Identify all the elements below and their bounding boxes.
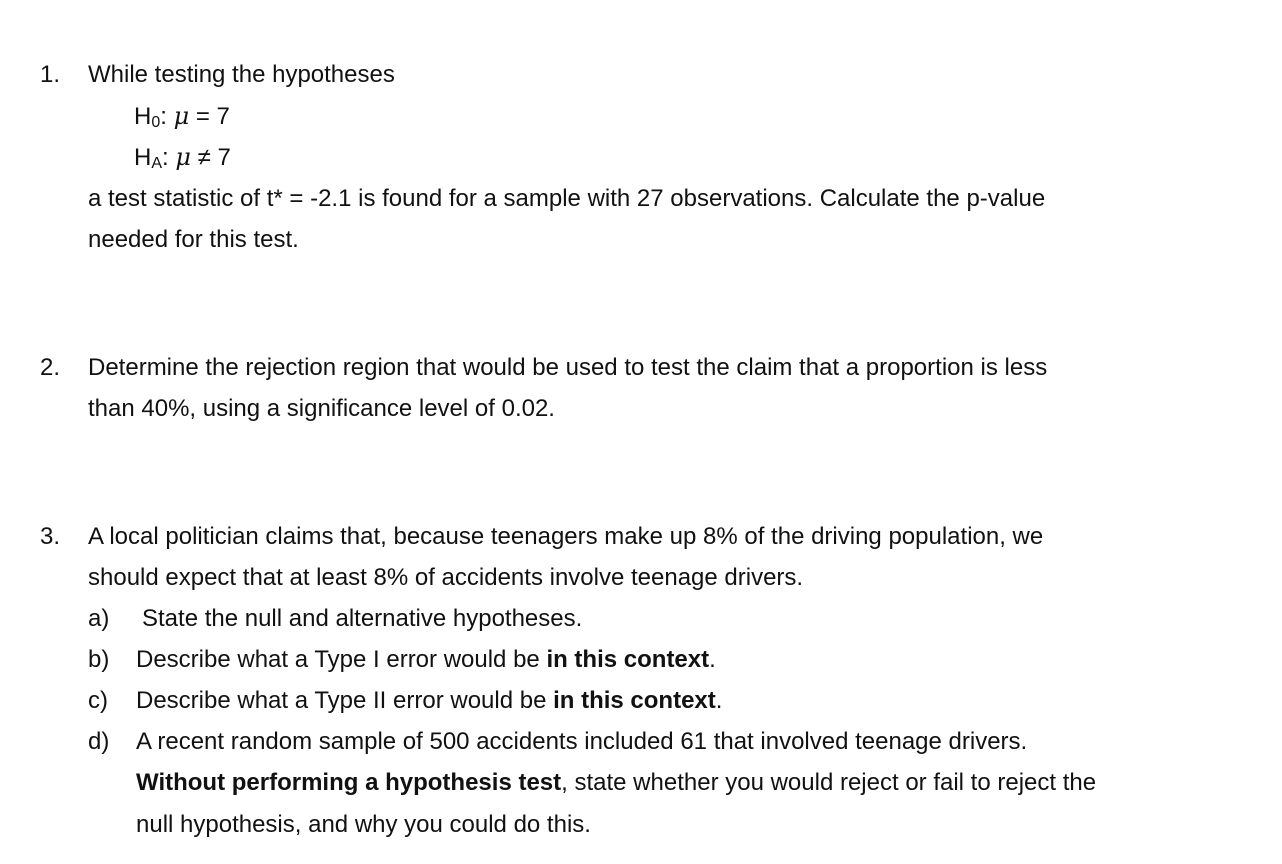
part-b-plain: Describe what a Type I error would be [136, 646, 547, 673]
null-hypothesis-value: = 7 [195, 103, 230, 130]
part-d-emphasis: Without performing a hypothesis test [136, 769, 562, 796]
question-1-intro: While testing the hypotheses [88, 61, 395, 88]
alternative-hypothesis-mu: μ [175, 143, 191, 171]
null-hypothesis-label: H [134, 103, 152, 130]
part-d-line-3: null hypothesis, and why you could do this. [136, 811, 591, 838]
null-hypothesis [134, 104, 230, 131]
part-c-emphasis: in this context [553, 687, 716, 714]
part-b-letter: b) [88, 646, 110, 673]
part-d-line-2-rest: , state whether you would reject or fail to reject the [561, 769, 1097, 796]
part-c-plain: Describe what a Type II error would be [136, 687, 554, 714]
question-3-line-2: should expect that at least 8% of accidents involve teenage drivers. [88, 564, 804, 591]
part-d-letter: d) [88, 728, 110, 755]
null-hypothesis-mu: μ [173, 102, 190, 130]
part-b-end: . [709, 646, 716, 673]
question-2-line-1: Determine the rejection region that would be used to test the claim that a proportion is less [88, 354, 1048, 381]
alternative-hypothesis-subscript: A [151, 155, 163, 172]
question-2-line-2: than 40%, using a significance level of 0.02. [88, 395, 555, 422]
part-b-text [136, 648, 716, 672]
question-1-line-1: a test statistic of t* = -2.1 is found for a sample with 27 observations. Calculate the p-value [88, 185, 1046, 212]
part-a-text: State the null and alternative hypotheses. [142, 605, 583, 632]
question-2-number: 2. [40, 354, 61, 381]
question-3-line-1: A local politician claims that, because teenagers make up 8% of the driving population, we [88, 523, 1044, 550]
alternative-hypothesis-value: ≠ 7 [197, 144, 231, 171]
question-3-number: 3. [40, 523, 61, 550]
null-hypothesis-colon: : [160, 103, 167, 130]
part-d-line-2 [136, 771, 1096, 795]
part-b-emphasis: in this context [546, 646, 710, 673]
question-1-line-2: needed for this test. [88, 226, 299, 253]
null-hypothesis-subscript: 0 [151, 114, 161, 131]
part-c-end: . [715, 687, 723, 714]
alternative-hypothesis-label: H [134, 144, 152, 171]
question-1-number: 1. [40, 61, 61, 88]
alternative-hypothesis-colon: : [162, 144, 169, 171]
alternative-hypothesis [134, 145, 231, 172]
part-a-letter: a) [88, 605, 110, 632]
part-c-letter: c) [88, 687, 108, 714]
part-c-text [136, 689, 722, 713]
part-d-line-1: A recent random sample of 500 accidents included 61 that involved teenage drivers. [136, 728, 1028, 755]
